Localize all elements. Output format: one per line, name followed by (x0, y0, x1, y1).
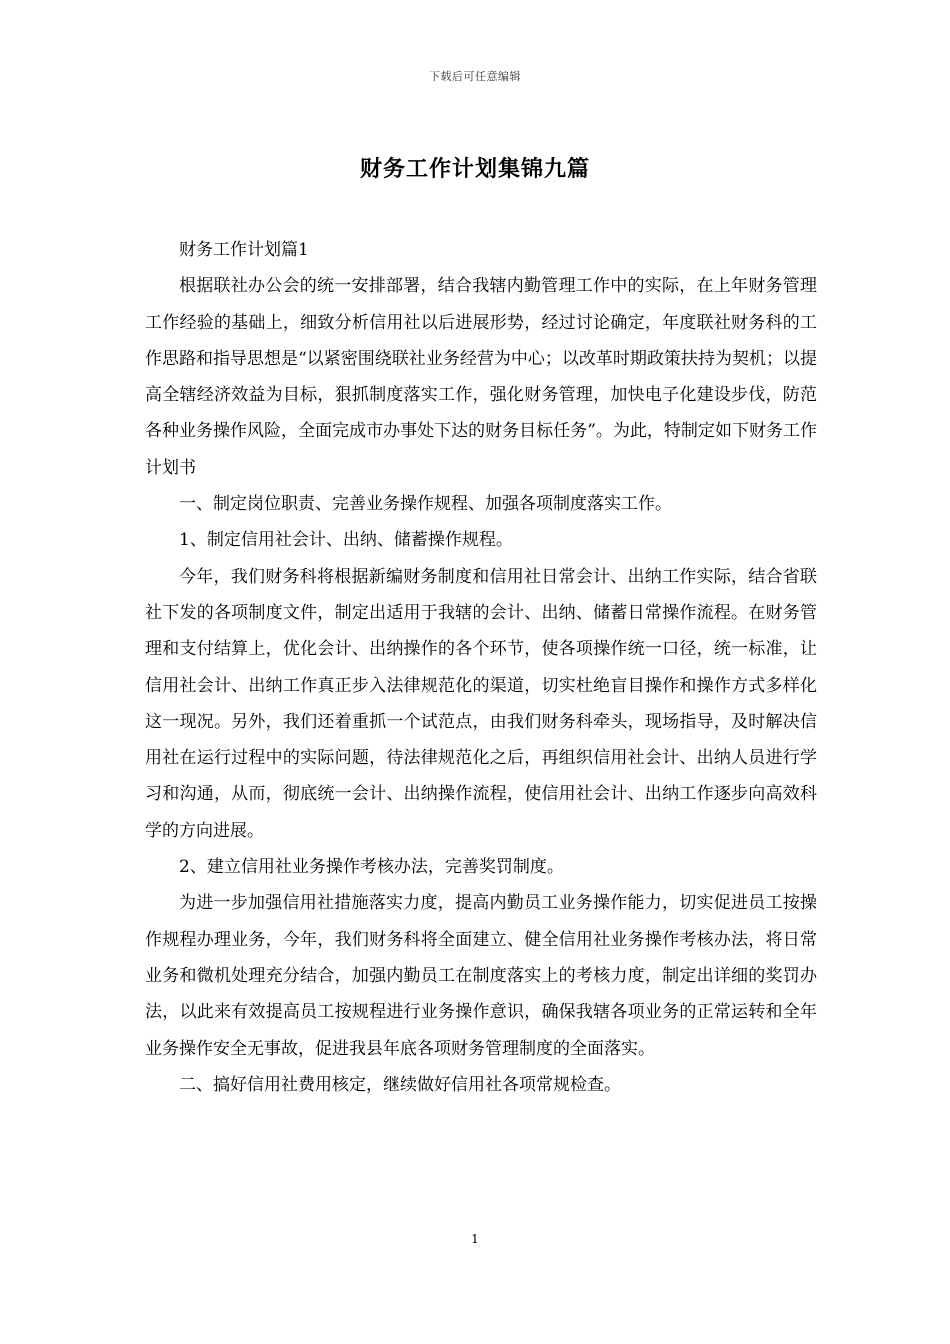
document-body (145, 232, 817, 1103)
section-heading: 一、制定岗位职责、完善业务操作规程、加强各项制度落实工作。 (179, 494, 672, 515)
subsection-heading: 2、建立信用社业务操作考核办法，完善奖罚制度。 (179, 857, 564, 878)
paragraph: 今年，我们财务科将根据新编财务制度和信用社日常会计、出纳工作实际，结合省联社下发的各项制度文件，制定出适用于我辖的会计、出纳、储蓄日常操作流程。在财务管理和支付结算上，优化会计、出纳操作的各个环节，使各项操作统一口径，统一标准，让信用社会计、出纳工作真正步入法律规范化的渠道，切实杜绝盲目操作和操作方式多样化这一现况。另外，我们还着重抓一个试范点，由我们财务科牵头，现场指导，及时解决信用社在运行过程中的实际问题，待法律规范化之后，再组织信用社会计、出纳人员进行学习和沟通，从而，彻底统一会计、出纳操作流程，使信用社会计、出纳工作逐步向高效科学的方向进展。 (145, 566, 817, 841)
page-number: 1 (471, 1232, 479, 1246)
section-heading: 二、搞好信用社费用核定，继续做好信用社各项常规检查。 (179, 1074, 621, 1095)
paragraph: 为进一步加强信用社措施落实力度，提高内勤员工业务操作能力，切实促进员工按操作规程办理业务，今年，我们财务科将全面建立、健全信用社业务操作考核办法，将日常业务和微机处理充分结合，加强内勤员工在制度落实上的考核力度，制定出详细的奖罚办法，以此来有效提高员工按规程进行业务操作意识，确保我辖各项业务的正常运转和全年业务操作安全无事故，促进我县年底各项财务管理制度的全面落实。 (145, 893, 817, 1059)
header-note: 下载后可任意编辑 (429, 70, 521, 83)
document-title: 财务工作计划集锦九篇 (359, 156, 590, 182)
subsection-heading: 1、制定信用社会计、出纳、储蓄操作规程。 (179, 530, 513, 551)
section-heading: 财务工作计划篇1 (179, 240, 309, 260)
paragraph: 根据联社办公会的统一安排部署，结合我辖内勤管理工作中的实际，在上年财务管理工作经验的基础上，细致分析信用社以后进展形势，经过讨论确定，年度联社财务科的工作思路和指导思想是“以紧密围绕联社业务经营为中心；以改革时期政策扶持为契机；以提高全辖经济效益为目标，狠抓制度落实工作，强化财务管理，加快电子化建设步伐，防范各种业务操作风险，全面完成市办事处下达的财务目标任务”。为此，特制定如下财务工作计划书 (145, 276, 817, 478)
